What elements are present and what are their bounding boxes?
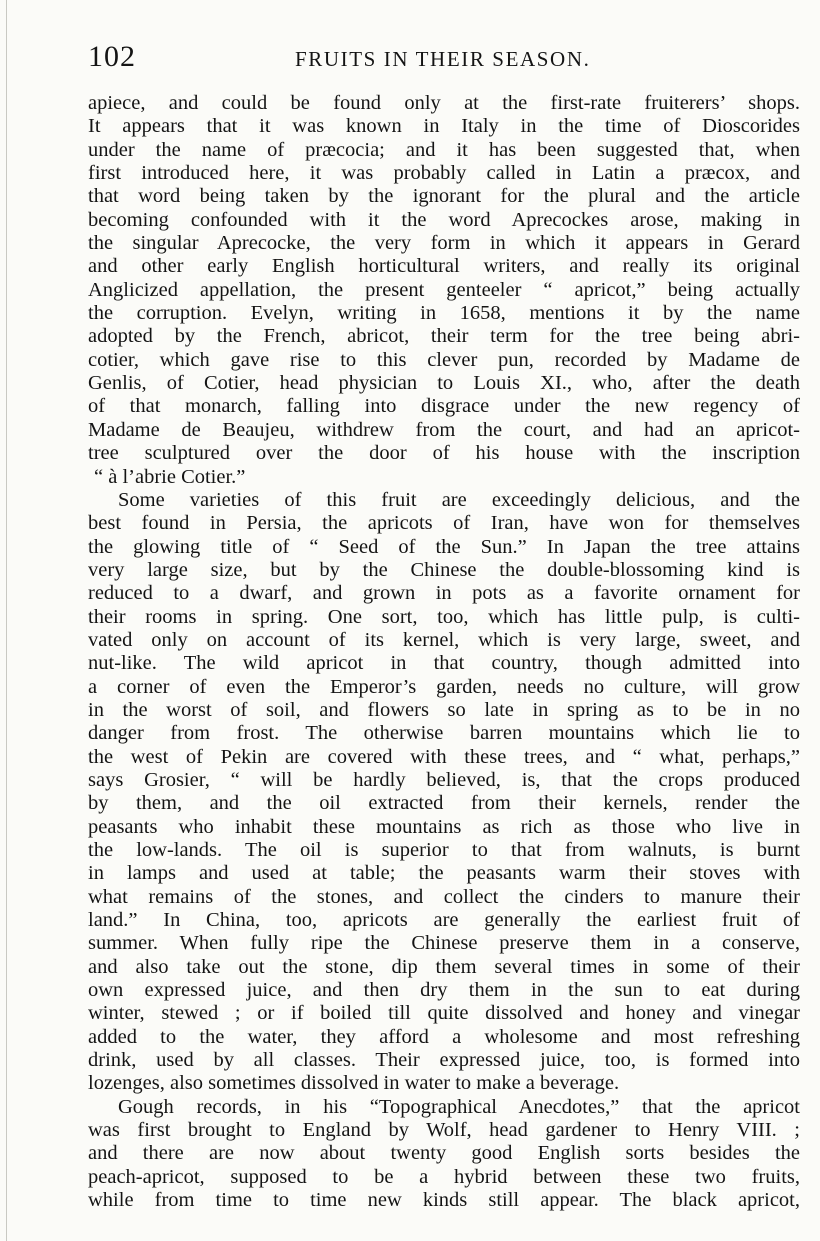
text-line: was first brought to England by Wolf, head gardener to Henry VIII. ; [88, 1119, 800, 1142]
text-line: in lamps and used at table; the peasants warm their stoves with [88, 862, 800, 885]
text-line: the corruption. Evelyn, writing in 1658, mentions it by the name [88, 302, 800, 325]
text-line: peasants who inhabit these mountains as rich as those who live in [88, 815, 800, 838]
text-line: by them, and the oil extracted from their kernels, render the [88, 792, 800, 815]
text-line: nut-like. The wild apricot in that country, though admitted into [88, 652, 800, 675]
text-line: lozenges, also sometimes dissolved in water to make a beverage. [88, 1072, 620, 1095]
text-line: Madame de Beaujeu, withdrew from the court, and had an apricot- [88, 418, 800, 441]
text-line: “ à l’abrie Cotier.” [94, 465, 246, 488]
text-line: reduced to a dwarf, and grown in pots as a favorite ornament for [88, 582, 800, 605]
text-line: the singular Aprecocke, the very form in which it appears in Gerard [88, 232, 800, 255]
text-line: added to the water, they afford a wholesome and most refreshing [88, 1025, 800, 1048]
text-line: what remains of the stones, and collect the cinders to manure their [88, 885, 800, 908]
text-line: becoming confounded with it the word Aprecockes arose, making in [88, 208, 800, 231]
text-line: and other early English horticultural writers, and really its original [88, 255, 800, 278]
text-line: the west of Pekin are covered with these trees, and “ what, perhaps,” [88, 745, 800, 768]
text-line: the glowing title of “ Seed of the Sun.” In Japan the tree attains [88, 535, 800, 558]
text-line: Gough records, in his “Topographical Anecdotes,” that the apricot [118, 1095, 800, 1118]
text-line: that word being taken by the ignorant for the plural and the article [88, 185, 800, 208]
text-line: summer. When fully ripe the Chinese preserve them in a conserve, [88, 932, 800, 955]
text-line: very large size, but by the Chinese the double-blossoming kind is [88, 558, 800, 581]
text-line: peach-apricot, supposed to be a hybrid between these two fruits, [88, 1165, 800, 1188]
text-line: drink, used by all classes. Their expressed juice, too, is formed into [88, 1049, 800, 1072]
page-number: 102 [88, 40, 136, 73]
text-line: their rooms in spring. One sort, too, which has little pulp, is culti- [88, 605, 800, 628]
text-line: the low-lands. The oil is superior to that from walnuts, is burnt [88, 839, 800, 861]
text-line: Some varieties of this fruit are exceedingly delicious, and the [118, 488, 800, 511]
page-header [88, 40, 800, 80]
text-line: says Grosier, “ will be hardly believed, is, that the crops produced [88, 768, 800, 791]
text-line: own expressed juice, and then dry them in the sun to eat during [88, 979, 800, 1002]
text-line: Genlis, of Cotier, head physician to Louis XI., who, after the death [88, 372, 800, 395]
text-line: tree sculptured over the door of his house with the inscription [88, 442, 800, 465]
text-line: It appears that it was known in Italy in the time of Dioscorides [88, 115, 800, 138]
text-line: danger from frost. The otherwise barren mountains which lie to [88, 722, 800, 745]
text-line: best found in Persia, the apricots of Iran, have won for themselves [88, 512, 800, 535]
text-line: winter, stewed ; or if boiled till quite dissolved and honey and vinegar [88, 1002, 800, 1025]
text-line: first introduced here, it was probably called in Latin a præcox, and [88, 162, 800, 185]
text-line: Anglicized appellation, the present genteeler “ apricot,” being actually [88, 278, 800, 301]
text-line: cotier, which gave rise to this clever pun, recorded by Madame de [88, 348, 800, 371]
text-line: in the worst of soil, and flowers so late in spring as to be in no [88, 698, 800, 721]
text-line: and there are now about twenty good English sorts besides the [88, 1142, 800, 1165]
page-edge-rule [6, 0, 7, 1241]
text-line: and also take out the stone, dip them several times in some of their [88, 955, 800, 978]
text-line: a corner of even the Emperor’s garden, needs no culture, will grow [88, 675, 800, 698]
text-line: under the name of præcocia; and it has been suggested that, when [88, 138, 800, 161]
running-head: FRUITS IN THEIR SEASON. [295, 47, 591, 71]
text-line: adopted by the French, abricot, their term for the tree being abri- [88, 325, 800, 348]
text-line: apiece, and could be found only at the first-rate fruiterers’ shops. [88, 92, 800, 114]
body-text [88, 92, 800, 1213]
text-line: while from time to time new kinds still appear. The black apricot, [88, 1189, 800, 1212]
text-line: of that monarch, falling into disgrace under the new regency of [88, 395, 800, 418]
text-line: land.” In China, too, apricots are generally the earliest fruit of [88, 909, 800, 932]
text-line: vated only on account of its kernel, which is very large, sweet, and [88, 628, 800, 651]
